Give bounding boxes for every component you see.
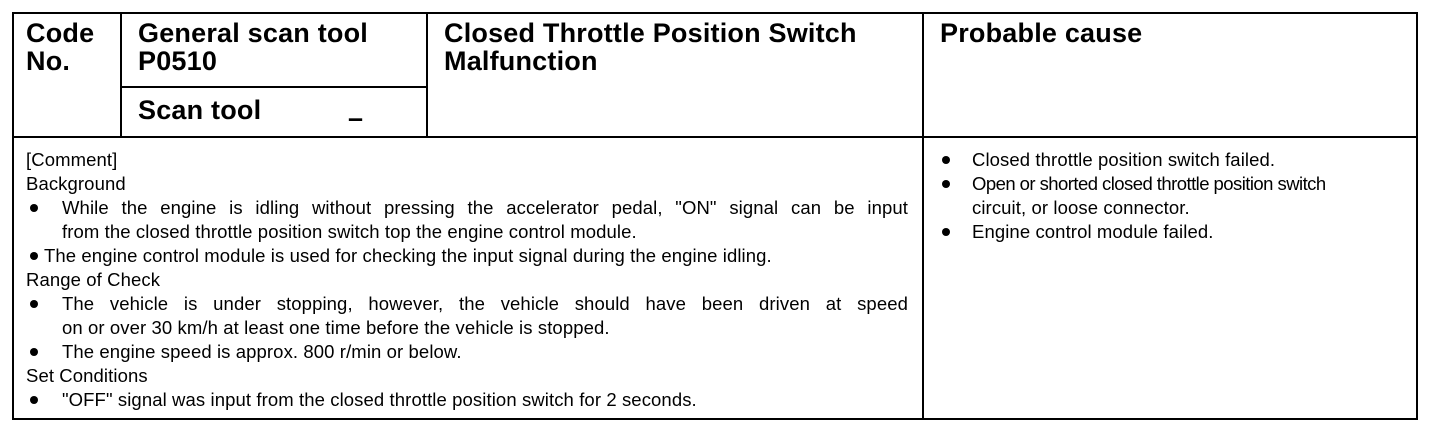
range-item [26,292,908,340]
range-item-line2: on or over 30 km/h at least one time before the vehicle is stopped. [62,317,610,338]
background-item-line1: The engine control module is used for checking the input signal during the engine idling. [44,245,772,266]
range-item-line1: The vehicle is under stopping, however, the vehicle should have been driven at speed [62,293,908,314]
code-label-line2: No. [26,46,71,76]
probable-cause-item-line1: Open or shorted closed throttle position switch [972,173,1326,194]
probable-cause-header [940,19,1410,47]
general-scan-tool-label: General scan tool [138,18,368,48]
malfunction-title-line2: Malfunction [444,46,598,76]
background-item [26,244,908,268]
scan-tool-header [138,96,424,132]
scan-tool-label: Scan tool [138,95,262,125]
range-of-check-heading: Range of Check [26,269,161,290]
divider-horizontal-scan-tool [120,86,428,88]
probable-cause-item [938,220,1410,244]
probable-cause-item-line2: circuit, or loose connector. [972,197,1190,218]
divider-vertical-code [120,14,122,137]
code-label-line1: Code [26,18,95,48]
divider-vertical-scan-tool [426,14,428,137]
probable-cause-item [938,148,1410,172]
comment-section [26,148,908,412]
general-scan-tool-code: P0510 [138,46,218,76]
bullet-icon [30,244,40,268]
probable-cause-item-line1: Closed throttle position switch failed. [972,149,1276,170]
diagnostic-trouble-code-table [12,12,1418,420]
malfunction-title-line1: Closed Throttle Position Switch [444,18,857,48]
set-condition-item-line1: "OFF" signal was input from the closed throttle position switch for 2 seconds. [62,389,697,410]
divider-horizontal-header [14,136,1416,138]
probable-cause-label: Probable cause [940,18,1143,48]
range-item-line1: The engine speed is approx. 800 r/min or below. [62,341,462,362]
bullet-icon [942,172,952,196]
background-item-line2: from the closed throttle position switch top the engine control module. [62,221,637,242]
set-condition-item [26,388,908,412]
scan-tool-value: – [348,103,364,133]
background-item [26,196,908,244]
probable-cause-list [938,148,1410,244]
range-item [26,340,908,364]
probable-cause-item [938,172,1410,220]
set-conditions-heading: Set Conditions [26,365,148,386]
bullet-icon [942,220,952,244]
bullet-icon [30,196,40,220]
background-item-line1: While the engine is idling without pressing the accelerator pedal, "ON" signal can be input [62,197,908,218]
comment-heading: [Comment] [26,149,118,170]
bullet-icon [30,340,40,364]
code-number-header [26,19,118,75]
general-scan-tool-header [138,19,424,75]
probable-cause-item-line1: Engine control module failed. [972,221,1214,242]
malfunction-title [444,19,920,75]
bullet-icon [30,388,40,412]
bullet-icon [942,148,952,172]
background-heading: Background [26,173,126,194]
divider-vertical-probable-cause [922,14,924,418]
bullet-icon [30,292,40,316]
